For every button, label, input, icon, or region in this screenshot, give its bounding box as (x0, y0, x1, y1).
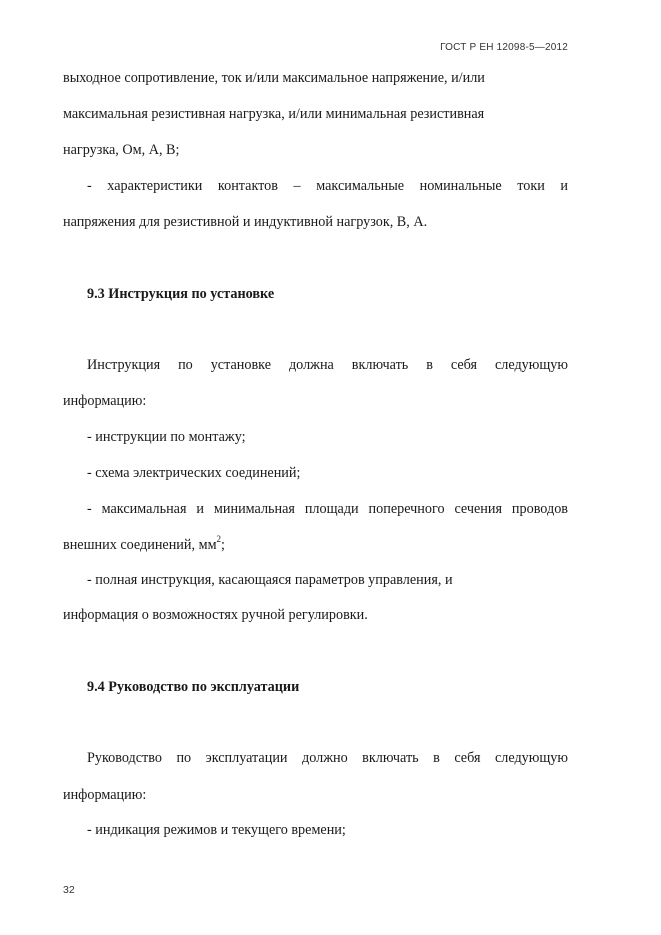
paragraph-line: информацию: (63, 393, 147, 409)
list-item: - полная инструкция, касающаяся параметров управления, и (87, 572, 453, 588)
list-item-continuation (63, 536, 568, 554)
page-number: 32 (63, 884, 75, 896)
text-line: нагрузка, Ом, А, В; (63, 142, 180, 158)
superscript: 2 (216, 534, 222, 544)
list-item: - характеристики контактов – максимальные номинальные токи и (87, 178, 568, 194)
section-heading-9-4: 9.4 Руководство по эксплуатации (87, 679, 300, 695)
list-item: - максимальная и минимальная площади поперечного сечения проводов (87, 501, 568, 517)
paragraph-line: информацию: (63, 787, 147, 803)
list-item: - схема электрических соединений; (87, 465, 301, 481)
text-line: максимальная резистивная нагрузка, и/или минимальная резистивная (63, 106, 485, 122)
text-line: выходное сопротивление, ток и/или максимальное напряжение, и/или (63, 70, 485, 86)
paragraph-line: Руководство по эксплуатации должно включать в себя следующую (87, 750, 568, 766)
list-item: - индикация режимов и текущего времени; (87, 822, 346, 838)
paragraph-line: Инструкция по установке должна включать в себя следующую (87, 357, 568, 373)
text-line: напряжения для резистивной и индуктивной нагрузок, В, А. (63, 214, 428, 230)
list-item-continuation: информация о возможностях ручной регулировки. (63, 607, 368, 623)
list-item-punctuation: ; (221, 537, 225, 553)
list-item-text: внешних соединений, мм (63, 537, 217, 553)
section-heading-9-3: 9.3 Инструкция по установке (87, 286, 275, 302)
document-header-id: ГОСТ Р ЕН 12098-5—2012 (440, 42, 568, 53)
list-item: - инструкции по монтажу; (87, 429, 246, 445)
